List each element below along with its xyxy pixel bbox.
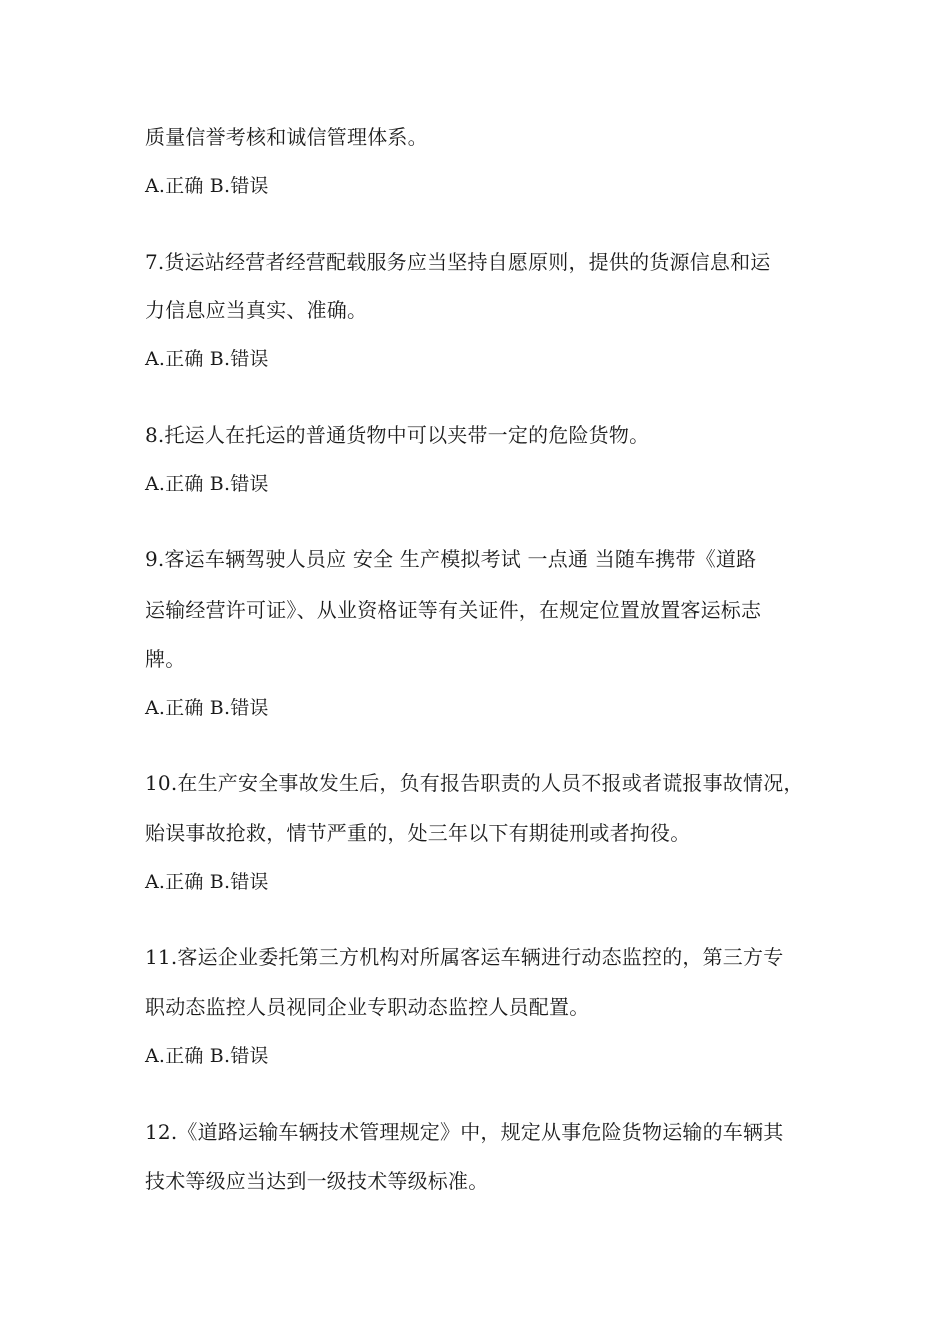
- question-7-answer-options: A.正确 B.错误: [145, 348, 269, 370]
- question-10-text-line-2: 贻误事故抢救，情节严重的，处三年以下有期徒刑或者拘役。: [145, 821, 691, 845]
- question-9-text-line-1: 9.客运车辆驾驶人员应 安全 生产模拟考试 一点通 当随车携带《道路: [145, 547, 757, 571]
- question-11-text-line-2: 职动态监控人员视同企业专职动态监控人员配置。: [145, 995, 590, 1019]
- question-11-text-line-1: 11.客运企业委托第三方机构对所属客运车辆进行动态监控的，第三方专: [145, 945, 784, 969]
- question-8-answer-options: A.正确 B.错误: [145, 473, 269, 495]
- question-12-text-line-2: 技术等级应当达到一级技术等级标准。: [145, 1169, 489, 1193]
- question-12-text-line-1: 12.《道路运输车辆技术管理规定》中，规定从事危险货物运输的车辆其: [145, 1120, 784, 1144]
- question-9-text-line-2: 运输经营许可证》、从业资格证等有关证件，在规定位置放置客运标志: [145, 598, 762, 622]
- question-6-answer-options: A.正确 B.错误: [145, 175, 269, 197]
- question-10-text-line-1: 10.在生产安全事故发生后，负有报告职责的人员不报或者谎报事故情况，: [145, 771, 804, 795]
- question-9-answer-options: A.正确 B.错误: [145, 697, 269, 719]
- question-7-text-line-2: 力信息应当真实、准确。: [145, 298, 368, 322]
- question-7-text-line-1: 7.货运站经营者经营配载服务应当坚持自愿原则，提供的货源信息和运: [145, 250, 771, 274]
- question-11-answer-options: A.正确 B.错误: [145, 1045, 269, 1067]
- question-8-text-line-1: 8.托运人在托运的普通货物中可以夹带一定的危险货物。: [145, 423, 650, 447]
- question-6-text-line-2: 质量信誉考核和诚信管理体系。: [145, 125, 428, 149]
- question-9-text-line-3: 牌。: [145, 647, 186, 671]
- question-10-answer-options: A.正确 B.错误: [145, 871, 269, 893]
